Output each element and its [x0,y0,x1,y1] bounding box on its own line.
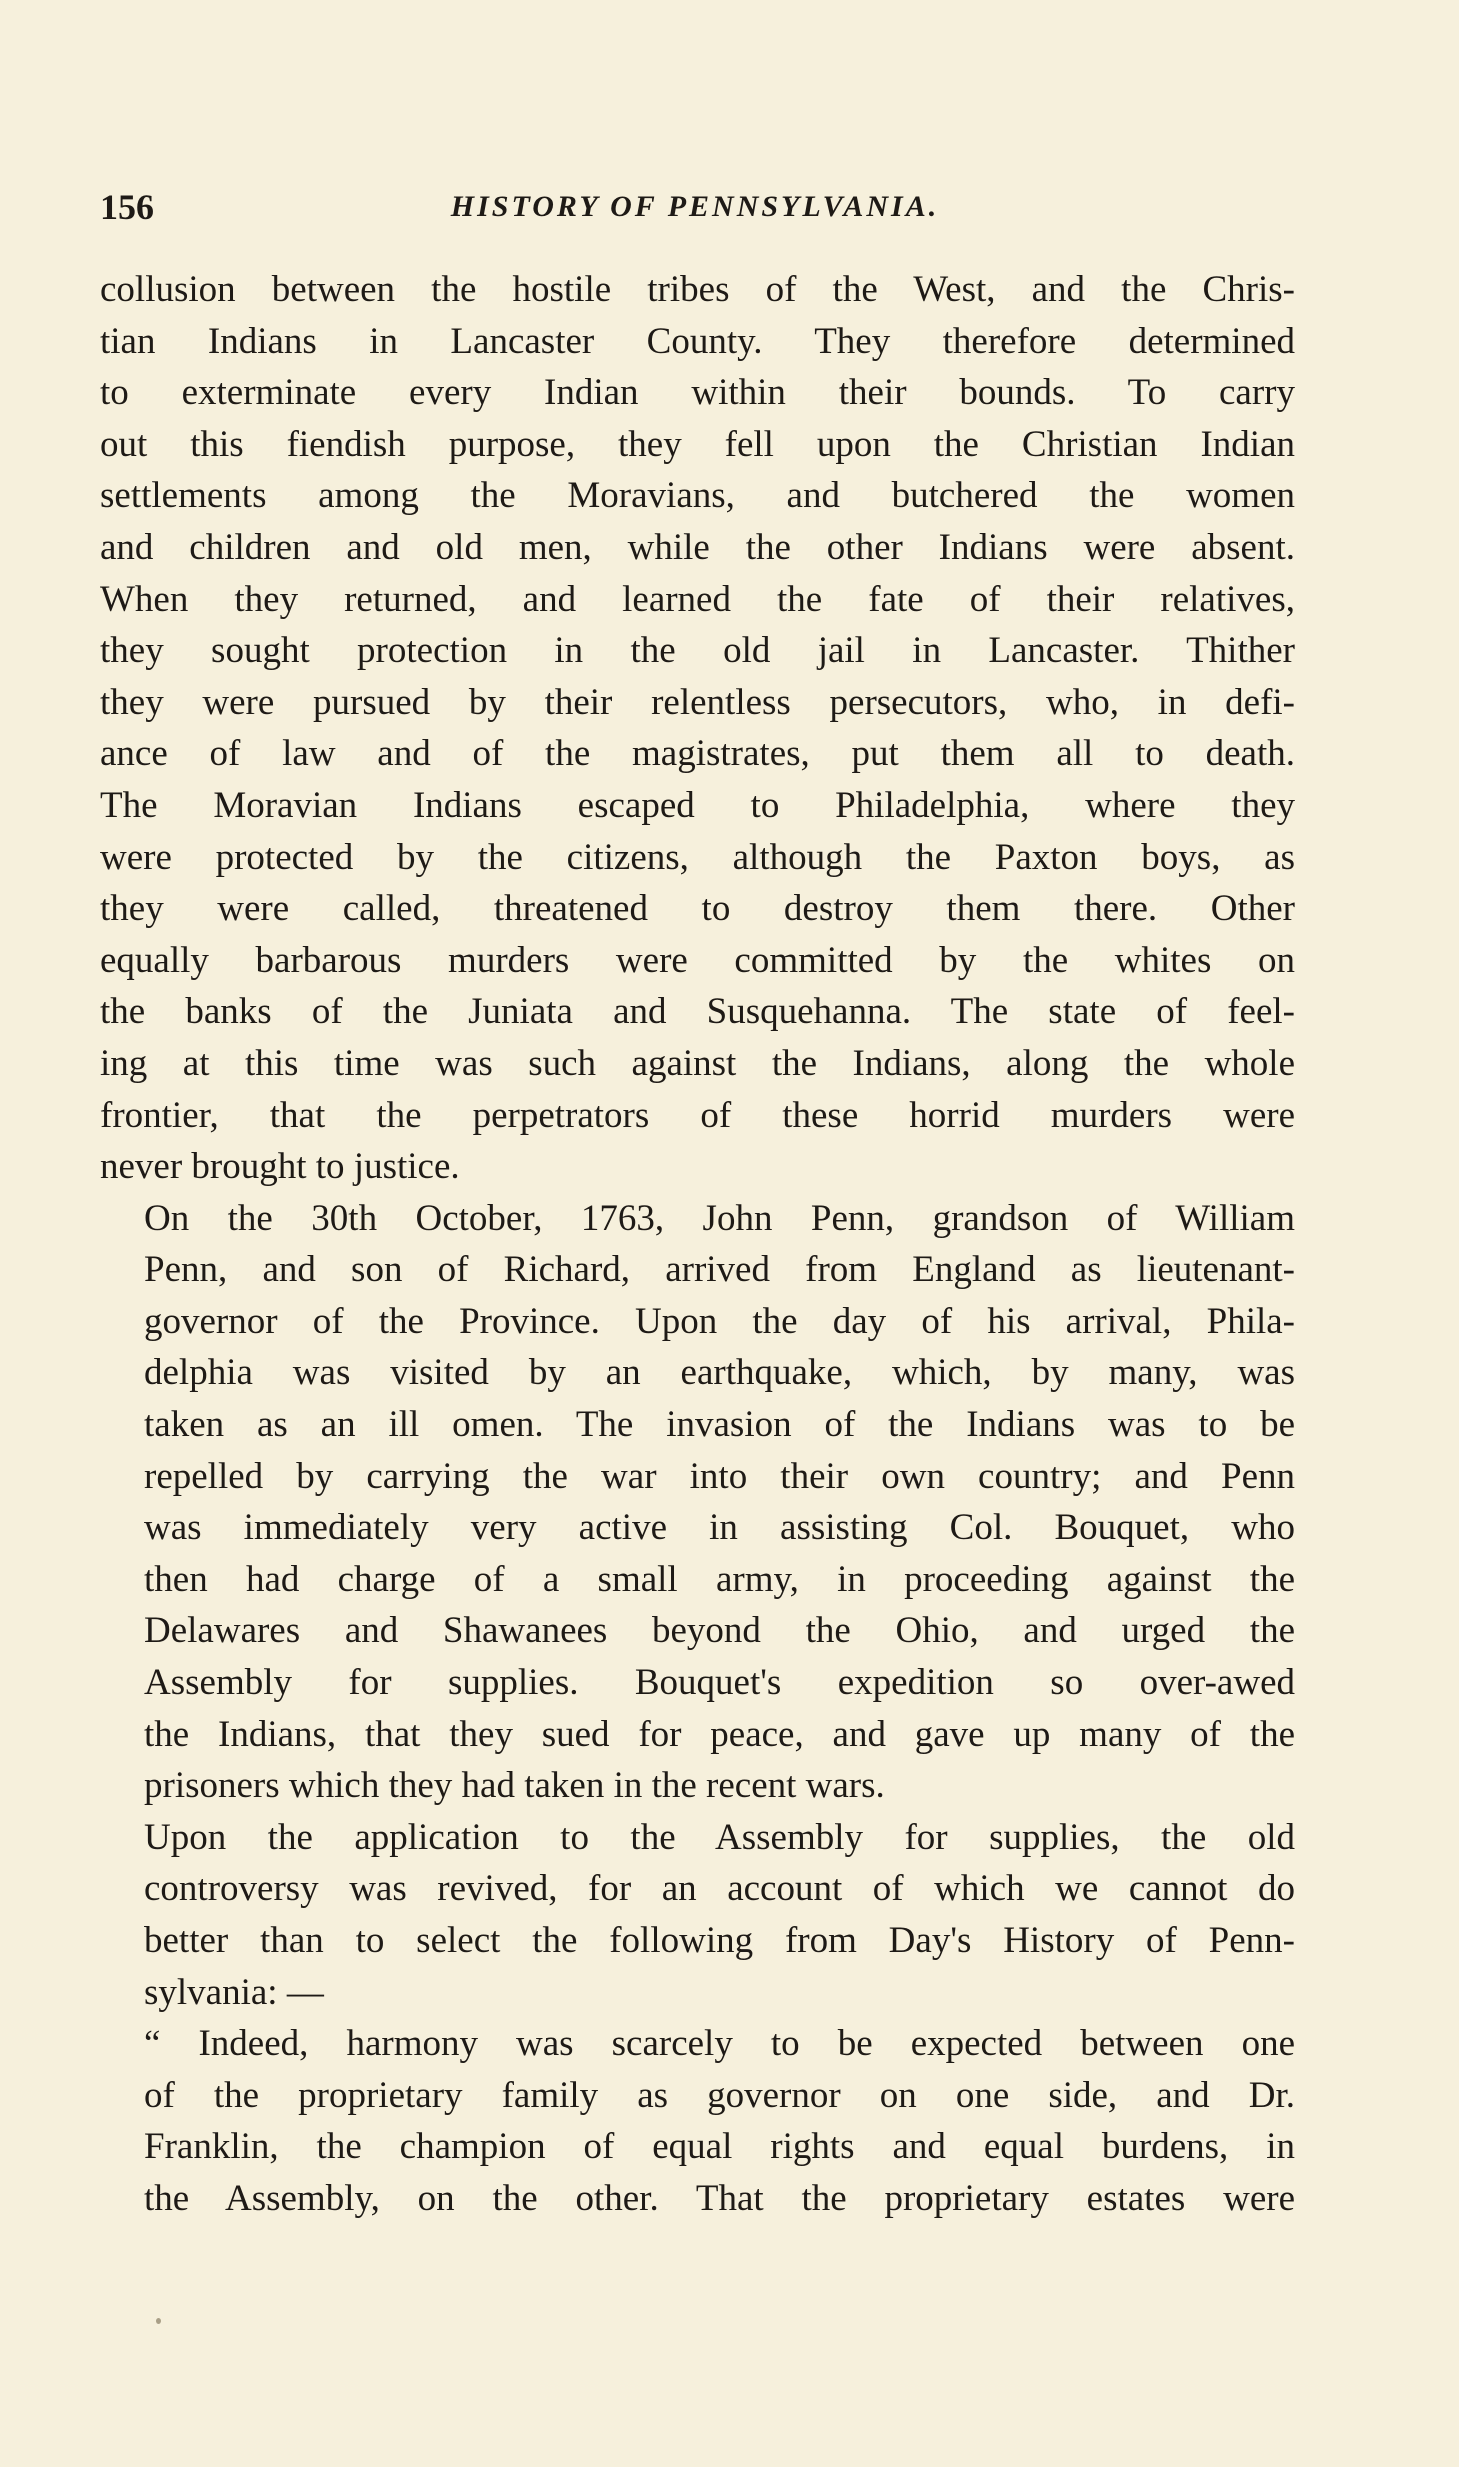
text-line: Franklin, the champion of equal rights and equal burdens, in [144,2126,1295,2168]
paragraph [100,1812,1295,2018]
paragraph [100,264,1295,1193]
text-line: Assembly for supplies. Bouquet's expedition so over-awed [144,1662,1295,1704]
body-text [100,264,1295,2225]
text-line: tian Indians in Lancaster County. They therefore determined [100,320,1295,362]
text-line: Penn, and son of Richard, arrived from England as lieutenant- [144,1249,1295,1291]
text-line: ing at this time was such against the Indians, along the whole [100,1042,1295,1084]
text-line: were protected by the citizens, although the Paxton boys, as [100,836,1295,878]
text-line: they were called, threatened to destroy them there. Other [100,888,1295,930]
text-line: sylvania: — [144,1971,324,2013]
text-line: governor of the Province. Upon the day of his arrival, Phila- [144,1300,1295,1342]
text-line: frontier, that the perpetrators of these horrid murders were [100,1094,1295,1136]
paragraph [100,1193,1295,1812]
running-head [100,186,1290,236]
text-line: never brought to justice. [100,1146,460,1188]
text-line: of the proprietary family as governor on one side, and Dr. [144,2074,1295,2116]
text-line: settlements among the Moravians, and butchered the women [100,475,1295,517]
ink-speck [156,2318,161,2324]
text-line: “ Indeed, harmony was scarcely to be expected between one [144,2023,1295,2065]
text-line: delphia was visited by an earthquake, which, by many, was [144,1352,1295,1394]
text-line: controversy was revived, for an account of which we cannot do [144,1868,1295,1910]
text-line: and children and old men, while the other Indians were absent. [100,526,1295,568]
text-line: The Moravian Indians escaped to Philadelphia, where they [100,784,1295,826]
text-line: the Indians, that they sued for peace, and gave up many of the [144,1713,1295,1755]
text-line: out this fiendish purpose, they fell upon the Christian Indian [100,423,1295,465]
text-line: was immediately very active in assisting Col. Bouquet, who [144,1507,1295,1549]
text-line: they sought protection in the old jail in Lancaster. Thither [100,630,1295,672]
page-number: 156 [100,187,154,227]
text-line: they were pursued by their relentless persecutors, who, in defi- [100,681,1295,723]
text-line: When they returned, and learned the fate of their relatives, [100,578,1295,620]
text-line: the banks of the Juniata and Susquehanna. The state of feel- [100,991,1295,1033]
text-line: Delawares and Shawanees beyond the Ohio, and urged the [144,1610,1295,1652]
text-line: then had charge of a small army, in proceeding against the [144,1558,1295,1600]
text-line: collusion between the hostile tribes of the West, and the Chris- [100,269,1295,310]
text-line: ance of law and of the magistrates, put them all to death. [100,733,1295,775]
text-line: better than to select the following from Day's History of Penn- [144,1920,1295,1961]
text-line: On the 30th October, 1763, John Penn, grandson of William [144,1197,1295,1239]
running-title: HISTORY OF PENNSYLVANIA. [450,190,940,223]
text-line: prisoners which they had taken in the recent wars. [144,1765,885,1807]
paragraph [100,2018,1295,2224]
text-line: taken as an ill omen. The invasion of the Indians was to be [144,1404,1295,1446]
text-line: equally barbarous murders were committed by the whites on [100,939,1295,981]
text-line: Upon the application to the Assembly for supplies, the old [144,1816,1295,1858]
text-line: the Assembly, on the other. That the proprietary estates were [144,2177,1295,2219]
text-line: to exterminate every Indian within their bounds. To carry [100,372,1295,414]
text-line: repelled by carrying the war into their own country; and Penn [144,1455,1295,1497]
